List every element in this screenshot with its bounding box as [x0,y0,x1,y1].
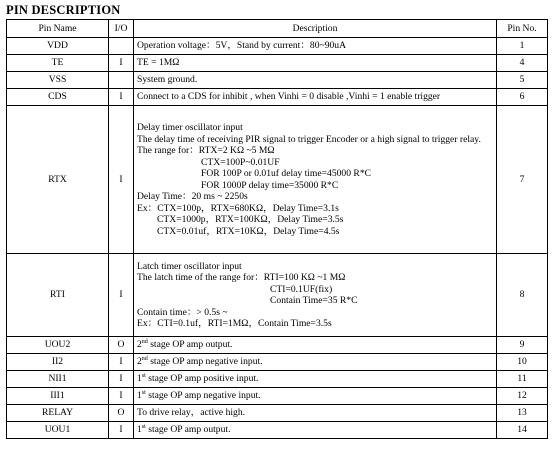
desc-line: FOR 1000P delay time=35000 R*C [201,179,339,191]
desc-line: Delay Time：20 ms ~ 2250s [137,191,248,202]
header-row [7,20,548,38]
pin-name: VDD [7,38,109,55]
pin-name: RTI [7,254,109,337]
pin-number: 5 [497,72,548,89]
pin-number: 11 [497,371,548,388]
pin-description: Operation voltage：5V，Stand by current：80~90uA [134,38,497,55]
table-row [7,422,548,439]
table-row [7,38,548,55]
pin-description [134,354,497,371]
pin-description: TE = 1MΩ [134,55,497,72]
pin-io: I [109,89,134,106]
pin-io: I [109,371,134,388]
table-row [7,89,548,106]
header-pin-no: Pin No. [497,20,548,38]
desc-text: stage OP amp positive input. [148,373,259,385]
pin-number: 8 [497,254,548,337]
desc-line: The delay time of receiving PIR signal to trigger Encoder or a high signal to trigger relay. [137,133,481,145]
pin-io: I [109,422,134,439]
pin-number: 12 [497,388,548,405]
header-io: I/O [109,20,134,38]
header-pin-name: Pin Name [7,20,109,38]
pin-description: System ground. [134,72,497,89]
desc-line: CTX=1000p，RTX=100KΩ，Delay Time=3.5s [157,214,344,225]
table-row [7,405,548,422]
pin-number: 13 [497,405,548,422]
pin-io [109,72,134,89]
desc-text: stage OP amp negative input. [148,390,261,402]
pin-io: O [109,405,134,422]
desc-line: Latch timer oscillator input [137,260,242,272]
pin-name: VSS [7,72,109,89]
ordinal-suffix: nd [141,339,148,346]
pin-io: I [109,388,134,405]
ordinal-suffix: st [141,424,146,431]
pin-io: O [109,337,134,354]
table-row [7,337,548,354]
pin-name: II2 [7,354,109,371]
pin-description: Connect to a CDS for inhibit , when Vinhi = 0 disable ,Vinhi = 1 enable trigger [134,89,497,106]
pin-name: CDS [7,89,109,106]
pin-description [134,337,497,354]
pin-number: 7 [497,106,548,254]
table-row [7,354,548,371]
pin-io: I [109,254,134,337]
desc-line: Ex：CTI=0.1uf，RTI=1MΩ，Contain Time=3.5s [137,318,332,329]
pin-number: 1 [497,38,548,55]
pin-number: 4 [497,55,548,72]
table-row [7,106,548,254]
stage-number: 1 [137,373,142,385]
ordinal-suffix: nd [141,356,148,363]
stage-number: 1 [137,390,142,402]
pin-description [134,254,497,337]
pin-description [134,388,497,405]
table-row [7,371,548,388]
pin-name: NII1 [7,371,109,388]
table-row [7,254,548,337]
desc-line: CTI=0.1UF(fix) [270,283,333,295]
pin-description [134,371,497,388]
pin-name: RTX [7,106,109,254]
stage-number: 2 [137,356,142,368]
pin-name: TE [7,55,109,72]
pin-name: RELAY [7,405,109,422]
pin-io [109,38,134,55]
pin-description [134,405,497,422]
desc-line: CTX=100P~0.01UF [201,156,280,168]
desc-line: CTX=0.01uf，RTX=10KΩ，Delay Time=4.5s [157,225,340,237]
pin-number: 6 [497,89,548,106]
stage-number: 1 [137,424,142,436]
pin-description [134,106,497,254]
desc-line: Ex：CTX=100p，RTX=680KΩ，Delay Time=3.1s [137,202,339,214]
desc-line: The range for：RTX=2 KΩ ~5 MΩ [137,145,275,156]
pin-name: UOU2 [7,337,109,354]
header-description: Description [134,20,497,38]
desc-text: To drive relay，active high. [137,407,246,419]
desc-text: stage OP amp negative input. [150,356,263,368]
pin-description-table [6,19,548,439]
desc-text: stage OP amp output. [150,339,233,351]
stage-number: 2 [137,339,142,351]
desc-line: Delay timer oscillator input [137,122,243,133]
desc-line: Contain time：> 0.5s ~ [137,306,228,318]
table-row [7,55,548,72]
desc-text: stage OP amp output. [148,424,231,436]
desc-line: Contain Time=35 R*C [270,295,358,306]
desc-line: The latch time of the range for：RTI=100 KΩ ~1 MΩ [137,272,346,283]
ordinal-suffix: st [141,373,146,380]
pin-name: III1 [7,388,109,405]
pin-name: UOU1 [7,422,109,439]
page-title: PIN DESCRIPTION [6,3,121,17]
table-row [7,72,548,89]
ordinal-suffix: st [141,390,146,397]
pin-io: I [109,106,134,254]
desc-line: FOR 100P or 0.01uf delay time=45000 R*C [201,168,372,179]
pin-number: 14 [497,422,548,439]
table-row [7,388,548,405]
pin-number: 10 [497,354,548,371]
pin-io: I [109,55,134,72]
pin-io: I [109,354,134,371]
pin-number: 9 [497,337,548,354]
pin-description [134,422,497,439]
